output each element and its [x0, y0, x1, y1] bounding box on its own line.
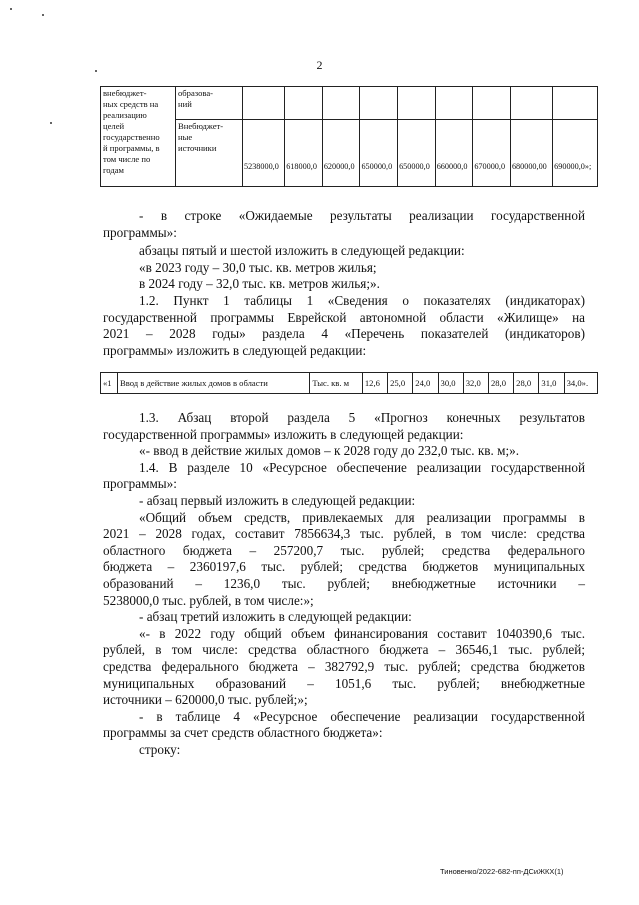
cell-line: ний	[178, 99, 192, 109]
table-cell-empty	[360, 87, 398, 120]
table-cell-value: 31,0	[539, 373, 564, 394]
table-cell-value: 618000,0	[285, 120, 323, 187]
cell-line: образова-	[178, 88, 214, 98]
text-line: 2021 – 2028 годах, составит 7856634,3 тыс. рублей, в том числе: средства	[103, 526, 585, 542]
text-line: 1.4. В разделе 10 «Ресурсное обеспечение реализации государственной	[139, 459, 585, 475]
footer-reference: Тиновенко/2022-682-пп-ДСиЖКХ(1)	[440, 867, 564, 876]
table-cell-source-top	[176, 87, 243, 120]
table-cell-value: 24,0	[413, 373, 438, 394]
table-cell-value: 680000,00	[510, 120, 552, 187]
text-line: образований – 1236,0 тыс. рублей; внебюджетные источники –	[103, 575, 585, 591]
text-line: источники – 620000,0 тыс. рублей;»;	[103, 692, 308, 708]
text-line: программы за счет средств областного бюджета»:	[103, 725, 383, 741]
table-cell-value: 12,6	[362, 373, 387, 394]
table-cell-value: 5238000,0	[243, 120, 285, 187]
text-line: рублей, в том числе: средства областного бюджета – 36546,1 тыс. рублей;	[103, 642, 585, 658]
table-cell-empty	[243, 87, 285, 120]
text-line: - в таблице 4 «Ресурсное обеспечение реализации государственной	[139, 708, 585, 724]
table-cell-description	[101, 87, 176, 187]
cell-line: годам	[103, 165, 124, 175]
cell-line: источники	[178, 143, 217, 153]
cell-line: том числе по	[103, 154, 151, 164]
scan-mark	[50, 122, 52, 124]
cell-line: ных средств на	[103, 99, 159, 109]
table-cell-value: 25,0	[388, 373, 413, 394]
table-row	[101, 87, 598, 120]
text-line: 1.3. Абзац второй раздела 5 «Прогноз конечных результатов	[139, 410, 585, 425]
text-line: 5238000,0 тыс. рублей, в том числе:»;	[103, 592, 314, 608]
table-cell-empty	[285, 87, 323, 120]
table-cell-unit: Тыс. кв. м	[310, 373, 362, 394]
table-row	[101, 120, 598, 187]
funding-table	[100, 86, 598, 187]
table-cell-empty	[435, 87, 473, 120]
indicator-table	[100, 372, 598, 394]
cell-line: реализацию	[103, 110, 147, 120]
cell-line: государственно	[103, 132, 160, 142]
text-line: абзацы пятый и шестой изложить в следующей редакции:	[139, 243, 465, 258]
table-cell-value: 650000,0	[360, 120, 398, 187]
text-line: - в строке «Ожидаемые результаты реализации государственной	[139, 208, 585, 223]
paragraph-1-2	[103, 293, 585, 359]
table-cell-value: 670000,0	[473, 120, 511, 187]
paragraph-1-3	[103, 410, 585, 758]
cell-line: внебюджет-	[103, 88, 147, 98]
text-line: муниципальных образований – 1051,6 тыс. рублей; внебюджетные	[103, 675, 585, 691]
table-cell-value: 660000,0	[435, 120, 473, 187]
table-cell-value: 30,0	[438, 373, 463, 394]
text-line: - абзац третий изложить в следующей редакции:	[139, 609, 412, 625]
text-line: государственной программы» изложить в следующей редакции:	[103, 426, 464, 442]
table-cell-value: 650000,0	[398, 120, 436, 187]
text-line: в 2024 году – 32,0 тыс. кв. метров жилья;».	[139, 276, 380, 292]
text-line: «в 2023 году – 30,0 тыс. кв. метров жилья;	[139, 259, 377, 275]
paragraph-abzacy	[103, 243, 585, 293]
text-line: программы»:	[103, 476, 177, 492]
table-cell-empty	[322, 87, 360, 120]
table-cell-empty	[473, 87, 511, 120]
text-line: бюджета – 2360197,6 тыс. рублей; средства бюджетов муниципальных	[103, 559, 585, 575]
text-line: строку:	[139, 741, 181, 757]
cell-line: Внебюджет-	[178, 121, 224, 131]
table-cell-name: Ввод в действие жилых домов в области	[118, 373, 310, 394]
page-number: 2	[316, 58, 323, 72]
table-cell-empty	[553, 87, 598, 120]
table-cell-value: 620000,0	[322, 120, 360, 187]
text-line: - абзац первый изложить в следующей редакции:	[139, 492, 416, 508]
paragraph-expected-results	[103, 208, 585, 241]
text-line: «- ввод в действие жилых домов – к 2028 году до 232,0 тыс. кв. м;».	[139, 443, 520, 459]
text-line: 2021 – 2028 годы» раздела 4 «Перечень показателей (индикаторов)	[103, 326, 585, 342]
table-cell-value: 28,0	[514, 373, 539, 394]
text-line: «- в 2022 году общий объем финансирования составит 1040390,6 тыс.	[139, 625, 585, 641]
cell-line: ные	[178, 132, 193, 142]
text-line: «Общий объем средств, привлекаемых для реализации программы в	[139, 509, 585, 525]
table-cell-source	[176, 120, 243, 187]
text-line: областного бюджета – 257200,7 тыс. рублей; средства федерального	[103, 542, 585, 558]
table-cell-empty	[398, 87, 436, 120]
text-line: программы»:	[103, 224, 177, 240]
table-cell-value: 690000,0»;	[553, 120, 598, 187]
cell-line: й программы, в	[103, 143, 160, 153]
cell-line: целей	[103, 121, 125, 131]
text-line: государственной программы Еврейской автономной области «Жилище» на	[103, 309, 585, 325]
scan-mark	[10, 8, 12, 10]
text-line: программы» изложить в следующей редакции:	[103, 342, 367, 358]
table-cell-value: 34,0».	[564, 373, 597, 394]
table-cell-value: 28,0	[488, 373, 513, 394]
text-line: 1.2. Пункт 1 таблицы 1 «Сведения о показателях (индикаторах)	[139, 293, 585, 308]
table-cell-value: 32,0	[463, 373, 488, 394]
table-row	[101, 373, 598, 394]
table-cell-empty	[510, 87, 552, 120]
text-line: средства федерального бюджета – 382792,9 тыс. рублей; средства бюджетов	[103, 658, 585, 674]
scan-mark	[42, 14, 44, 16]
table-cell-number: «1	[101, 373, 118, 394]
